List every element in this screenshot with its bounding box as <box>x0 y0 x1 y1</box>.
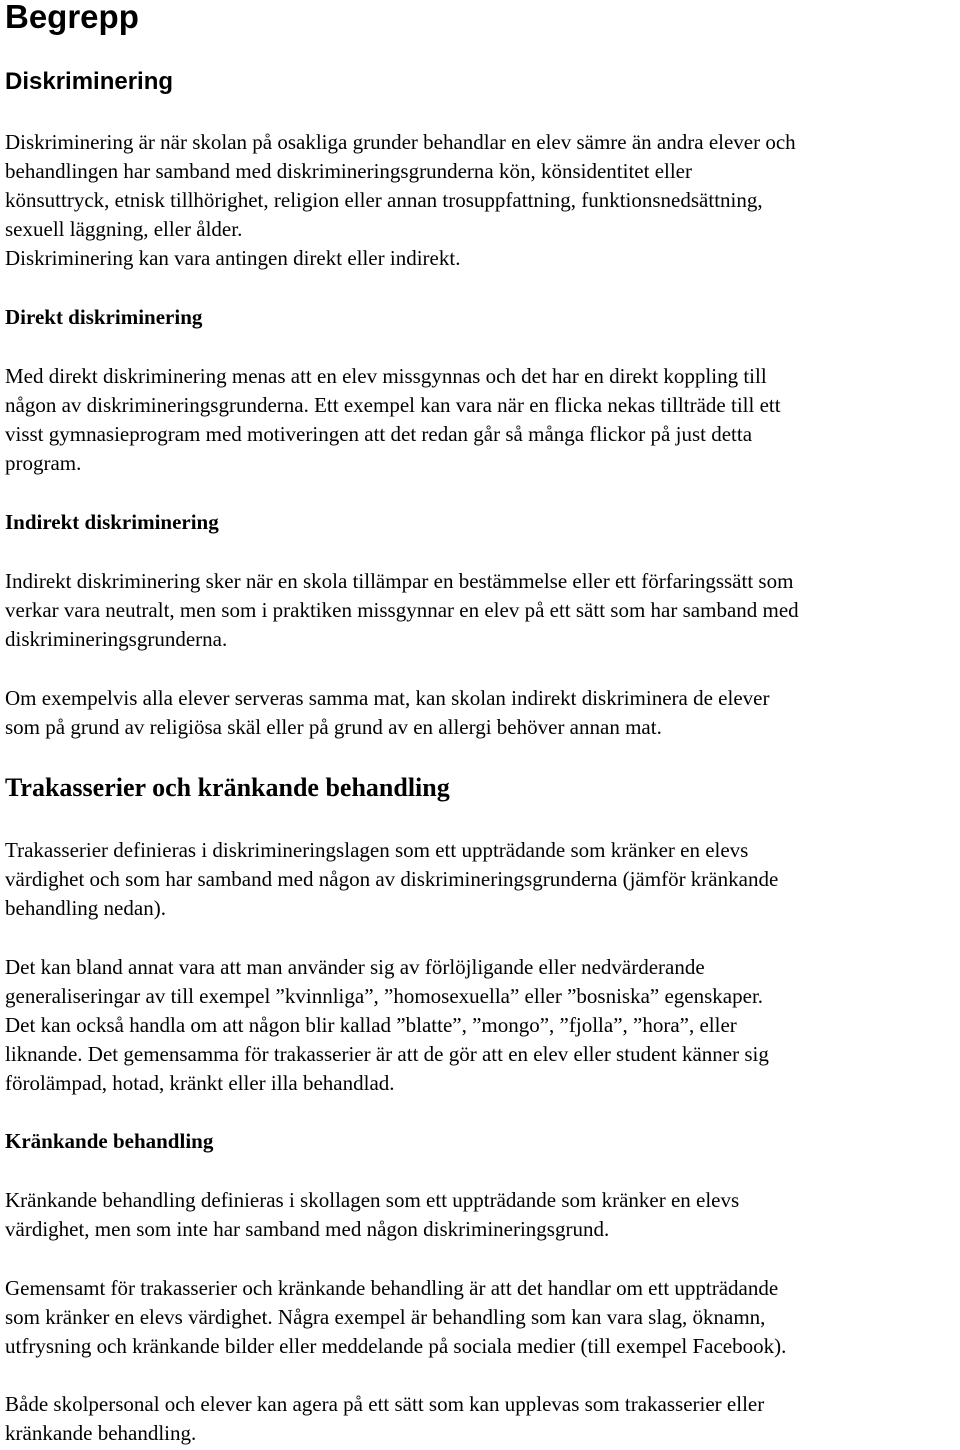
text-line: generaliseringar av till exempel ”kvinnliga”, ”homosexuella” eller ”bosniska” egenskaper. <box>5 984 764 1008</box>
text-line: Gemensamt för trakasserier och kränkande behandling är att det handlar om ett uppträdande <box>5 1276 779 1300</box>
text-line: Kränkande behandling definieras i skollagen som ett uppträdande som kränker en elevs <box>5 1188 740 1212</box>
paragraph-indirekt-diskriminering <box>5 567 960 654</box>
paragraph-diskriminering-definition <box>5 128 960 273</box>
text-line: Diskriminering är när skolan på osakliga grunder behandlar en elev sämre än andra elever och <box>5 130 796 154</box>
paragraph-krankande-behandling <box>5 1186 960 1244</box>
text-line: sexuell läggning, eller ålder. <box>5 217 243 241</box>
text-line: behandlingen har samband med diskrimineringsgrunderna kön, könsidentitet eller <box>5 159 692 183</box>
text-line: liknande. Det gemensamma för trakasserier är att de gör att en elev eller student känner sig <box>5 1042 769 1066</box>
text-line: behandling nedan). <box>5 896 166 920</box>
text-line: som kränker en elevs värdighet. Några exempel är behandling som kan vara slag, öknamn, <box>5 1305 766 1329</box>
text-line: Om exempelvis alla elever serveras samma mat, kan skolan indirekt diskriminera de elever <box>5 686 770 710</box>
subheading-direkt-diskriminering: Direkt diskriminering <box>5 305 203 329</box>
text-line: värdighet, men som inte har samband med någon diskrimineringsgrund. <box>5 1217 610 1241</box>
text-line: program. <box>5 451 82 475</box>
text-line: verkar vara neutralt, men som i praktiken missgynnar en elev på ett sätt som har samband med <box>5 598 799 622</box>
text-line: visst gymnasieprogram med motiveringen att det redan går så många flickor på just detta <box>5 422 753 446</box>
paragraph-indirekt-example <box>5 684 960 742</box>
text-line: någon av diskrimineringsgrunderna. Ett exempel kan vara när en flicka nekas tillträde till ett <box>5 393 781 417</box>
text-line: Diskriminering kan vara antingen direkt eller indirekt. <box>5 246 461 270</box>
text-line: som på grund av religiösa skäl eller på grund av en allergi behöver annan mat. <box>5 715 662 739</box>
text-line: Med direkt diskriminering menas att en elev missgynnas och det har en direkt koppling till <box>5 364 767 388</box>
paragraph-direkt-diskriminering <box>5 362 960 478</box>
text-line: könsuttryck, etnisk tillhörighet, religion eller annan trosuppfattning, funktionsnedsättning, <box>5 188 763 212</box>
text-line: förolämpad, hotad, kränkt eller illa behandlad. <box>5 1071 395 1095</box>
text-line: Det kan också handla om att någon blir kallad ”blatte”, ”mongo”, ”fjolla”, ”hora”, eller <box>5 1013 737 1037</box>
subheading-krankande-behandling: Kränkande behandling <box>5 1129 214 1153</box>
text-line: Trakasserier definieras i diskrimineringslagen som ett uppträdande som kränker en elevs <box>5 838 749 862</box>
paragraph-trakasserier-definition <box>5 836 960 923</box>
text-line: värdighet och som har samband med någon av diskrimineringsgrunderna (jämför kränkande <box>5 867 779 891</box>
section-heading-diskriminering: Diskriminering <box>5 68 174 95</box>
subheading-indirekt-diskriminering: Indirekt diskriminering <box>5 510 219 534</box>
page-title: Begrepp <box>5 0 139 35</box>
text-line: kränkande behandling. <box>5 1421 197 1445</box>
text-line: Både skolpersonal och elever kan agera på ett sätt som kan upplevas som trakasserier eller <box>5 1392 765 1416</box>
text-line: utfrysning och kränkande bilder eller meddelande på sociala medier (till exempel Facebook). <box>5 1334 787 1358</box>
text-line: diskrimineringsgrunderna. <box>5 627 228 651</box>
paragraph-bade-skolpersonal <box>5 1390 960 1448</box>
text-line: Det kan bland annat vara att man använder sig av förlöjligande eller nedvärderande <box>5 955 705 979</box>
section-heading-trakasserier: Trakasserier och kränkande behandling <box>5 773 450 802</box>
paragraph-trakasserier-examples <box>5 953 960 1098</box>
paragraph-gemensamt <box>5 1274 960 1361</box>
text-line: Indirekt diskriminering sker när en skola tillämpar en bestämmelse eller ett förfaringssätt som <box>5 569 794 593</box>
